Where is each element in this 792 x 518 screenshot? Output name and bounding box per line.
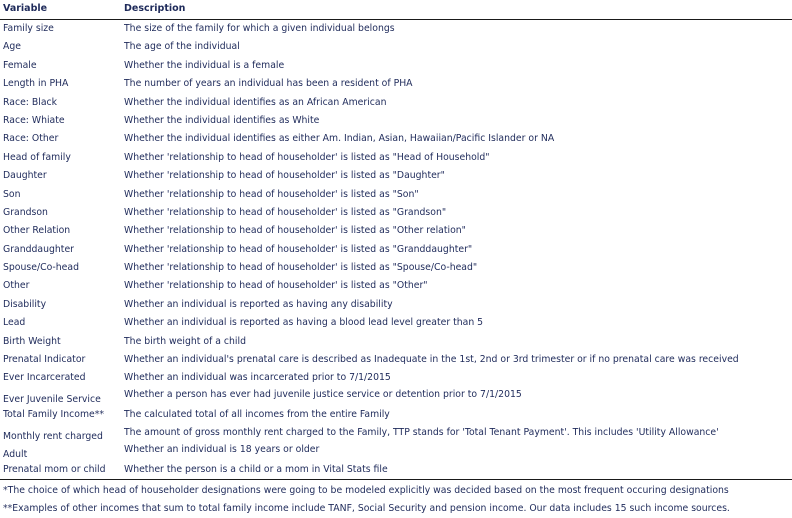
description-cell: Whether 'relationship to head of householder' is listed as "Head of Household" [124, 151, 490, 163]
description-cell: The size of the family for which a given individual belongs [124, 23, 395, 34]
footnote-other-incomes: **Examples of other incomes that sum to total family income include TANF, Social Security and pension income. Our data includes 15 such income sources. [3, 503, 730, 514]
table-row [0, 333, 792, 351]
description-cell: Whether 'relationship to head of householder' is listed as "Granddaughter" [124, 243, 473, 255]
description-cell: Whether 'relationship to head of householder' is listed as "Grandson" [124, 206, 447, 218]
description-cell: Whether the individual identifies as an African American [124, 96, 387, 108]
table-row [0, 130, 792, 148]
description-cell: The amount of gross monthly rent charged to the Family, TTP stands for 'Total Tenant Payment'. This includes 'Utility Allowance' [124, 426, 719, 438]
variable-cell: Race: Whiate [3, 114, 65, 126]
description-cell: Whether 'relationship to head of householder' is listed as "Other relation" [124, 225, 466, 237]
table-row [0, 75, 792, 93]
description-cell: The number of years an individual has been a resident of PHA [124, 78, 413, 90]
variable-cell: Lead [3, 317, 26, 329]
description-cell: Whether an individual is reported as having any disability [124, 298, 393, 310]
header-description: Description [124, 3, 186, 14]
description-cell: The age of the individual [124, 41, 240, 53]
variable-cell: Ever Juvenile Service [3, 393, 101, 405]
table-row [0, 20, 792, 38]
table-body [0, 20, 792, 480]
description-cell: Whether 'relationship to head of householder' is listed as "Daughter" [124, 170, 445, 182]
variable-cell: Other Relation [3, 225, 71, 237]
variable-cell: Total Family Income** [3, 409, 105, 421]
variable-cell: Prenatal mom or child [3, 464, 106, 476]
table-row [0, 204, 792, 222]
table-row [0, 167, 792, 185]
table-row [0, 94, 792, 112]
description-cell: Whether the person is a child or a mom in Vital Stats file [124, 464, 388, 476]
variable-cell: Length in PHA [3, 78, 69, 90]
table-bottom-rule [0, 479, 792, 480]
variable-cell: Spouse/Co-head [3, 262, 79, 274]
description-cell: Whether the individual identifies as either Am. Indian, Asian, Hawaiian/Pacific Islander or NA [124, 133, 555, 145]
variable-cell: Ever Incarcerated [3, 372, 86, 384]
footnote-head-of-householder: *The choice of which head of householder designations were going to be modeled explicitly was decided based on the most frequent occuring designations [3, 485, 729, 496]
description-cell: The birth weight of a child [124, 335, 246, 347]
description-cell: Whether the individual is a female [124, 59, 285, 71]
table-row [0, 222, 792, 240]
description-cell: Whether 'relationship to head of householder' is listed as "Other" [124, 280, 428, 292]
description-cell: The calculated total of all incomes from the entire Family [124, 409, 390, 421]
table-row [0, 186, 792, 204]
variable-cell: Disability [3, 298, 47, 310]
table-row [0, 314, 792, 332]
table-row [0, 149, 792, 167]
description-cell: Whether 'relationship to head of householder' is listed as "Son" [124, 188, 419, 200]
variable-cell: Grandson [3, 206, 48, 218]
variable-cell: Female [3, 59, 37, 71]
description-cell: Whether the individual identifies as White [124, 114, 320, 126]
table-row [0, 425, 792, 443]
variable-cell: Race: Black [3, 96, 58, 108]
table-row [0, 112, 792, 130]
table-row [0, 277, 792, 295]
variable-cell: Monthly rent charged [3, 430, 103, 442]
description-cell: Whether an individual is reported as having a blood lead level greater than 5 [124, 317, 484, 329]
table-row [0, 259, 792, 277]
description-cell: Whether 'relationship to head of householder' is listed as "Spouse/Co-head" [124, 262, 478, 274]
table-row [0, 57, 792, 75]
variable-cell: Head of family [3, 151, 71, 163]
description-cell: Whether an individual's prenatal care is described as Inadequate in the 1st, 2nd or 3rd trimester or if no prenatal care was received [124, 354, 739, 366]
table-row [0, 296, 792, 314]
variable-cell: Birth Weight [3, 335, 61, 347]
variable-cell: Age [3, 41, 21, 53]
variable-cell: Adult [3, 448, 28, 460]
header-variable: Variable [3, 3, 48, 14]
table-row [0, 388, 792, 406]
table-row [0, 369, 792, 387]
table-row [0, 461, 792, 479]
variable-cell: Granddaughter [3, 243, 74, 255]
variable-cell: Prenatal Indicator [3, 354, 86, 366]
table-row [0, 443, 792, 461]
table-row [0, 406, 792, 424]
variable-cell: Other [3, 280, 30, 292]
variable-cell: Daughter [3, 170, 47, 182]
description-cell: Whether an individual is 18 years or older [124, 443, 320, 455]
variable-cell: Son [3, 188, 21, 200]
table-row [0, 38, 792, 56]
description-cell: Whether an individual was incarcerated prior to 7/1/2015 [124, 372, 391, 384]
variable-cell: Race: Other [3, 133, 59, 145]
table-row [0, 241, 792, 259]
description-cell: Whether a person has ever had juvenile justice service or detention prior to 7/1/2015 [124, 388, 522, 400]
table-row [0, 351, 792, 369]
variable-cell: Family size [3, 23, 54, 34]
table-header [0, 0, 792, 20]
